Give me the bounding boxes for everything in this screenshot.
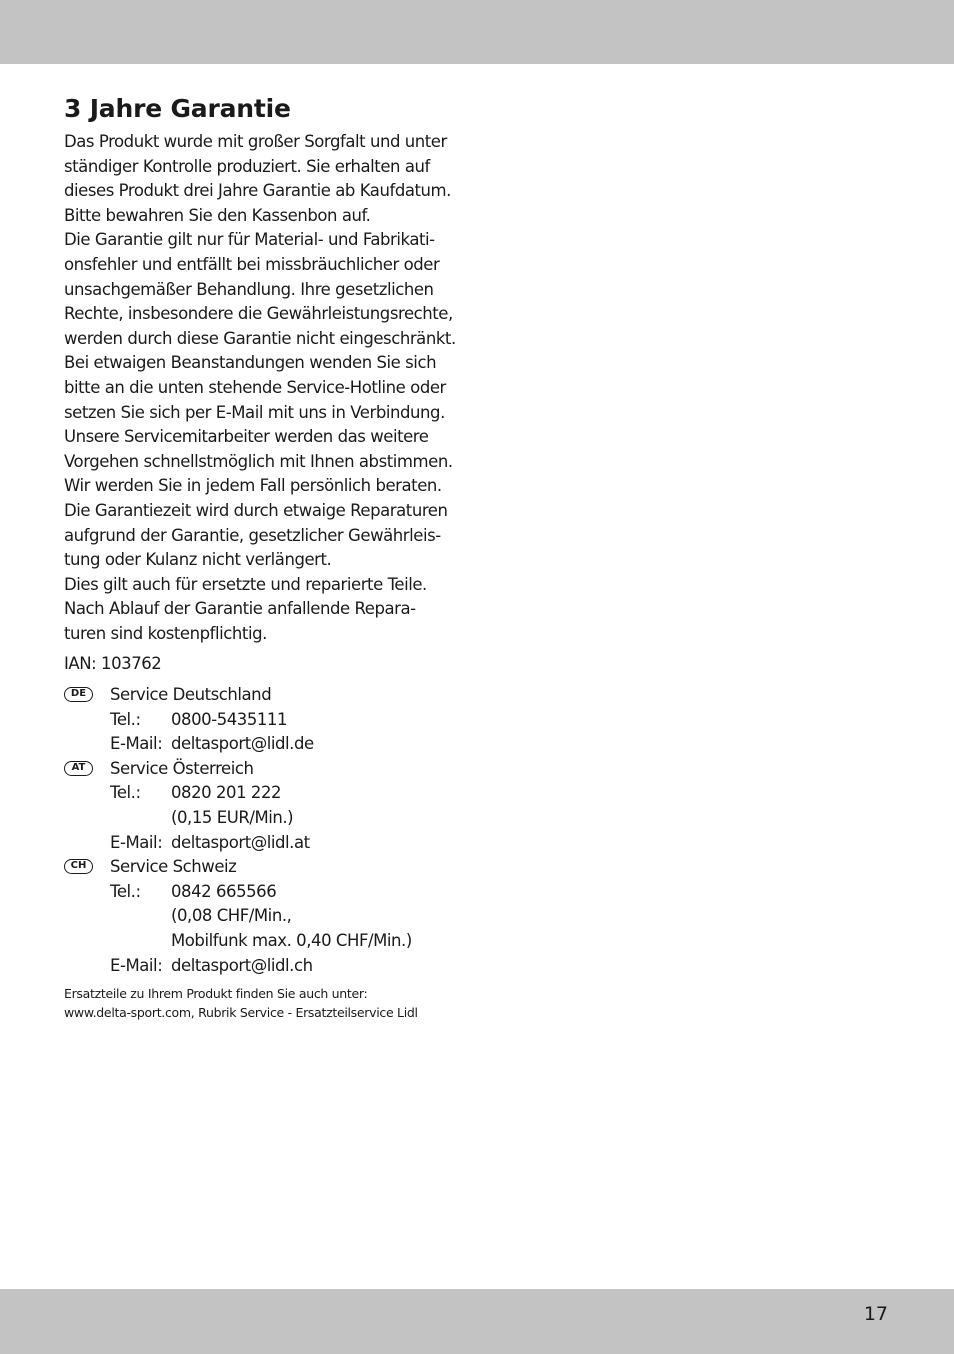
spare-parts-note [64,984,484,1022]
service-ch-tel-note-2 [64,929,484,954]
text-line: Das Produkt wurde mit großer Sorgfalt und unter [64,132,447,151]
header-bar [0,0,954,64]
service-de-header [64,683,484,708]
tel-label: Tel.: [110,881,141,901]
service-at-rate: (0,15 EUR/Min.) [171,808,294,828]
warranty-text [64,130,484,646]
text-line: aufgrund der Garantie, gesetzlicher Gewährleis- [64,525,441,545]
service-ch-tel [64,880,484,905]
email-label: E-Mail: [110,734,163,754]
text-line: turen sind kostenpflichtig. [64,623,267,643]
email-label: E-Mail: [110,955,163,975]
text-line: tung oder Kulanz nicht verlängert. [64,550,332,570]
text-line: bitte an die unten stehende Service-Hotline oder [64,377,446,397]
service-ch-email-address[interactable]: deltasport@lidl.ch [171,955,313,975]
text-line: werden durch diese Garantie nicht eingeschränkt. [64,328,456,348]
email-label: E-Mail: [110,832,163,852]
text-line: Dies gilt auch für ersetzte und reparierte Teile. [64,574,427,594]
service-ch-header [64,855,484,880]
text-line: Bitte bewahren Sie den Kassenbon auf. [64,205,371,225]
service-at-tel-note [64,806,484,831]
service-ch-email [64,954,484,979]
text-line: Unsere Servicemitarbeiter werden das weitere [64,427,429,447]
service-ch-rate: (0,08 CHF/Min., [171,906,292,926]
text-line: Bei etwaigen Beanstandungen wenden Sie sich [64,353,437,373]
service-ch-name: Service Schweiz [110,857,237,877]
footer-bar [0,1289,954,1354]
service-at-name: Service Österreich [110,758,254,778]
text-line: Die Garantie gilt nur für Material- und Fabrikati- [64,230,435,250]
spare-parts-link[interactable]: www.delta-sport.com, Rubrik Service - Ersatzteilservice Lidl [64,1005,418,1021]
text-line: dieses Produkt drei Jahre Garantie ab Kaufdatum. [64,181,451,201]
country-badge-de: DE [64,687,93,702]
service-ch-mobile-rate: Mobilfunk max. 0,40 CHF/Min.) [171,931,412,950]
service-de-name: Service Deutschland [110,685,272,705]
service-de-email-address[interactable]: deltasport@lidl.de [171,734,314,754]
country-badge-at: AT [64,761,93,776]
text-line: onsfehler und entfällt bei missbräuchlicher oder [64,254,440,274]
service-at-email [64,831,484,856]
country-badge-ch: CH [64,859,93,874]
spare-parts-note-line: Ersatzteile zu Ihrem Produkt finden Sie auch unter: [64,986,368,1002]
service-contacts [64,683,484,978]
text-line: setzen Sie sich per E-Mail mit uns in Verbindung. [64,402,445,422]
text-line: Nach Ablauf der Garantie anfallende Repara- [64,599,416,619]
text-line: Rechte, insbesondere die Gewährleistungsrechte, [64,304,453,324]
ian-number: IAN: 103762 [64,654,162,674]
service-at-header [64,757,484,782]
page-title: 3 Jahre Garantie [64,94,291,123]
text-line: Die Garantiezeit wird durch etwaige Reparaturen [64,500,448,520]
text-line: Wir werden Sie in jedem Fall persönlich beraten. [64,476,442,496]
service-de-tel [64,708,484,733]
service-at-tel-number: 0820 201 222 [171,783,282,803]
service-de-email [64,732,484,757]
text-line: Vorgehen schnellstmöglich mit Ihnen abstimmen. [64,451,453,471]
service-de-tel-number: 0800-5435111 [171,709,288,729]
service-ch-tel-number: 0842 665566 [171,881,277,901]
page-number: 17 [863,1303,888,1325]
text-line: ständiger Kontrolle produziert. Sie erhalten auf [64,156,430,176]
service-at-tel [64,781,484,806]
tel-label: Tel.: [110,783,141,803]
text-line: unsachgemäßer Behandlung. Ihre gesetzlichen [64,279,434,299]
warranty-section [64,92,484,1022]
tel-label: Tel.: [110,709,141,729]
service-ch-tel-note-1 [64,904,484,929]
service-at-email-address[interactable]: deltasport@lidl.at [171,832,310,852]
